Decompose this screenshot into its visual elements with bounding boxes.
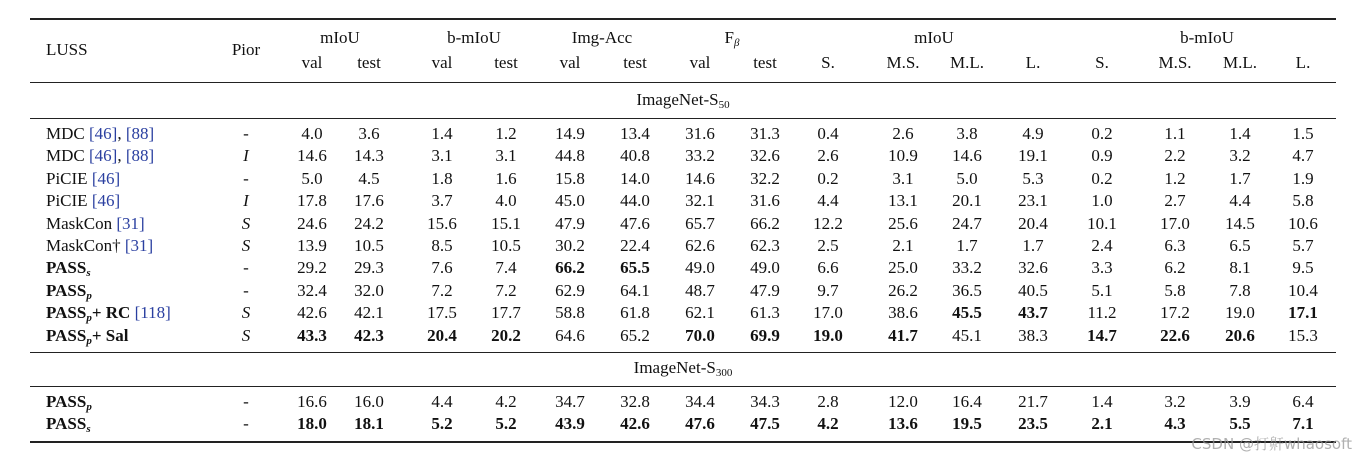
table-cell: 1.0 [1091, 191, 1113, 211]
table-cell: 65.2 [620, 325, 650, 345]
method-name: $PASS_p+$ RC [118] [46, 303, 171, 325]
header-sublabel: val [431, 53, 453, 72]
prior-value: S [241, 325, 251, 345]
section-end-rule [30, 352, 1336, 353]
table-cell: 48.7 [685, 280, 715, 300]
table-cell: 9.7 [817, 280, 839, 300]
table-cell: 18.0 [297, 414, 327, 434]
table-cell: 17.0 [813, 303, 843, 323]
header-sublabel: test [494, 53, 518, 72]
prior-value: - [243, 392, 249, 411]
table-cell: 4.0 [301, 124, 323, 143]
table-cell: 1.7 [1022, 236, 1044, 255]
table-cell: 3.1 [495, 146, 517, 166]
table-cell: 62.6 [685, 236, 715, 255]
table-cell: 1.2 [1164, 168, 1186, 188]
table-cell: 4.7 [1292, 146, 1314, 166]
table-cell: 2.8 [817, 392, 839, 411]
header-luss: LUSS [46, 40, 88, 59]
table-cell: 32.1 [685, 191, 715, 211]
table-cell: 5.3 [1022, 168, 1044, 188]
table-cell: 6.4 [1292, 392, 1314, 411]
table-cell: 14.6 [297, 146, 327, 166]
table-cell: 0.2 [1091, 124, 1113, 143]
table-cell: 24.7 [952, 213, 982, 233]
header-sublabel: test [623, 53, 647, 72]
table-cell: 65.5 [620, 258, 650, 278]
table-cell: 4.2 [495, 392, 517, 411]
table-cell: 10.6 [1288, 213, 1318, 233]
table-cell: 13.9 [297, 236, 327, 255]
table-cell: 47.5 [750, 414, 780, 434]
table-cell: 31.3 [750, 124, 780, 143]
prior-value: I [243, 146, 249, 166]
table-cell: 13.1 [888, 191, 918, 211]
table-cell: 32.0 [354, 280, 384, 300]
table-cell: 22.4 [620, 236, 650, 255]
table-cell: 32.6 [1018, 258, 1048, 278]
table-cell: 30.2 [555, 236, 585, 255]
table-cell: 44.8 [555, 146, 585, 166]
table-cell: 61.3 [750, 303, 780, 323]
table-cell: 25.6 [888, 213, 918, 233]
table-cell: 20.4 [427, 325, 457, 345]
table-cell: 66.2 [555, 258, 585, 278]
table-cell: 16.6 [297, 392, 327, 411]
method-name: $PASS_p$ [46, 280, 92, 302]
table-cell: 14.6 [952, 146, 982, 166]
header-sublabel: S. [1095, 53, 1109, 72]
table-cell: 31.6 [750, 191, 780, 211]
table-cell: 14.3 [354, 146, 384, 166]
table-cell: 66.2 [750, 213, 780, 233]
table-cell: 45.1 [952, 325, 982, 345]
table-cell: 23.1 [1018, 191, 1048, 211]
table-cell: 8.5 [431, 236, 453, 255]
method-name: $PASS_s$ [46, 414, 91, 436]
table-cell: 5.8 [1164, 280, 1186, 300]
table-cell: 64.1 [620, 280, 650, 300]
table-cell: 2.7 [1164, 191, 1186, 211]
header-sublabel: val [301, 53, 323, 72]
table-cell: 38.6 [888, 303, 918, 323]
header-sublabel: L. [1295, 53, 1311, 72]
table-cell: 17.8 [297, 191, 327, 211]
table-cell: 1.7 [1229, 168, 1251, 188]
table-cell: 47.9 [555, 213, 585, 233]
prior-value: - [243, 414, 249, 434]
header-group: mIoU [320, 28, 360, 47]
table-cell: 12.2 [813, 213, 843, 233]
header-group: mIoU [914, 28, 954, 47]
table-cell: 17.6 [354, 191, 384, 211]
table-cell: 33.2 [952, 258, 982, 278]
table-cell: 44.0 [620, 191, 650, 211]
method-name: MaskCon† [31] [46, 236, 154, 255]
table-cell: 17.7 [491, 303, 521, 323]
table-cell: 7.2 [431, 280, 453, 300]
header-sublabel: S. [821, 53, 835, 72]
table-cell: 24.2 [354, 213, 384, 233]
method-name: $PASS_s$ [46, 258, 91, 280]
header-rule [30, 82, 1336, 83]
table-cell: 3.8 [956, 124, 978, 143]
table-cell: 19.1 [1018, 146, 1048, 166]
table-cell: 16.4 [952, 392, 982, 411]
table-cell: 13.6 [888, 414, 918, 434]
method-name: MaskCon [31] [46, 213, 145, 233]
watermark: CSDN @打鼾whaosoft [1191, 435, 1352, 453]
header-group: $F_\beta$ [724, 28, 740, 49]
table-cell: 7.8 [1229, 280, 1251, 300]
header-sublabel: val [559, 53, 581, 72]
table-cell: 11.2 [1087, 303, 1117, 323]
table-cell: 33.2 [685, 146, 715, 166]
table-cell: 2.1 [1091, 414, 1113, 434]
table-cell: 3.9 [1229, 392, 1251, 411]
method-name: PiCIE [46] [46, 168, 121, 188]
prior-value: - [243, 168, 249, 188]
table-cell: 1.9 [1292, 168, 1314, 188]
table-cell: 15.1 [491, 213, 521, 233]
table-cell: 2.5 [817, 236, 839, 255]
table-cell: 3.1 [431, 146, 453, 166]
table-cell: 10.9 [888, 146, 918, 166]
table-cell: 3.3 [1091, 258, 1113, 278]
table-cell: 61.8 [620, 303, 650, 323]
prior-value: S [241, 236, 251, 255]
table-cell: 7.6 [431, 258, 453, 278]
table-cell: 25.0 [888, 258, 918, 278]
table-cell: 29.2 [297, 258, 327, 278]
section-title: ImageNet-$S_{50}$ [636, 90, 730, 111]
table-cell: 42.1 [354, 303, 384, 323]
table-cell: 49.0 [750, 258, 780, 278]
table-cell: 4.3 [1164, 414, 1186, 434]
table-cell: 0.4 [817, 124, 839, 143]
table-cell: 2.6 [892, 124, 914, 143]
table-cell: 2.6 [817, 146, 839, 166]
table-cell: 20.2 [491, 325, 521, 345]
table-cell: 23.5 [1018, 414, 1048, 434]
header-group: b-mIoU [1180, 28, 1234, 47]
table-cell: 69.9 [750, 325, 780, 345]
method-name: MDC [46], [88] [46, 146, 155, 166]
table-cell: 4.2 [817, 414, 839, 434]
header-sublabel: test [357, 53, 381, 72]
header-sublabel: val [689, 53, 711, 72]
header-sublabel: M.L. [1223, 53, 1257, 72]
table-cell: 45.5 [952, 303, 982, 323]
table-cell: 65.7 [685, 213, 715, 233]
table-cell: 4.0 [495, 191, 517, 211]
table-cell: 34.7 [555, 392, 585, 411]
table-cell: 24.6 [297, 213, 327, 233]
table-cell: 42.3 [354, 325, 384, 345]
table-cell: 45.0 [555, 191, 585, 211]
table-cell: 32.4 [297, 280, 327, 300]
table-cell: 4.4 [817, 191, 839, 211]
header-prior: Pior [231, 40, 261, 59]
table-cell: 22.6 [1160, 325, 1190, 345]
table-cell: 0.2 [817, 168, 839, 188]
header-sublabel: test [753, 53, 777, 72]
table-cell: 0.9 [1091, 146, 1113, 166]
table-cell: 43.9 [555, 414, 585, 434]
method-name: MDC [46], [88] [46, 124, 155, 143]
table-cell: 40.5 [1018, 280, 1048, 300]
table-cell: 15.3 [1288, 325, 1318, 345]
table-cell: 34.4 [685, 392, 715, 411]
method-name: $PASS_p+$ Sal [46, 325, 129, 347]
method-name: PiCIE [46] [46, 191, 121, 211]
table-cell: 1.4 [1091, 392, 1113, 411]
table-cell: 2.1 [892, 236, 914, 255]
table-cell: 9.5 [1292, 258, 1314, 278]
header-group: b-mIoU [447, 28, 501, 47]
method-name: $PASS_p$ [46, 392, 92, 413]
table-cell: 21.7 [1018, 392, 1048, 411]
table-cell: 17.2 [1160, 303, 1190, 323]
prior-value: - [243, 258, 249, 278]
table-cell: 32.8 [620, 392, 650, 411]
table-cell: 5.8 [1292, 191, 1314, 211]
table-cell: 1.2 [495, 124, 517, 143]
table-cell: 5.5 [1229, 414, 1251, 434]
table-cell: 10.1 [1087, 213, 1117, 233]
table-cell: 14.9 [555, 124, 585, 143]
table-cell: 19.0 [813, 325, 843, 345]
table-cell: 5.2 [495, 414, 517, 434]
table-cell: 3.2 [1229, 146, 1251, 166]
table-cell: 42.6 [297, 303, 327, 323]
table-cell: 70.0 [685, 325, 715, 345]
table-cell: 6.2 [1164, 258, 1186, 278]
table-cell: 17.0 [1160, 213, 1190, 233]
table-cell: 19.0 [1225, 303, 1255, 323]
table-cell: 4.5 [358, 168, 380, 188]
table-cell: 4.9 [1022, 124, 1044, 143]
table-cell: 47.6 [685, 414, 715, 434]
table-cell: 36.5 [952, 280, 982, 300]
table-cell: 17.1 [1288, 303, 1318, 323]
table-cell: 62.1 [685, 303, 715, 323]
table-cell: 14.7 [1087, 325, 1117, 345]
table-cell: 17.5 [427, 303, 457, 323]
table-cell: 10.5 [354, 236, 384, 255]
table-cell: 1.4 [431, 124, 453, 143]
table-cell: 38.3 [1018, 325, 1048, 345]
table-cell: 5.0 [301, 168, 323, 188]
table-cell: 32.2 [750, 168, 780, 188]
table-cell: 0.2 [1091, 168, 1113, 188]
table-cell: 7.1 [1292, 414, 1314, 434]
section-rule [30, 386, 1336, 387]
table-cell: 14.0 [620, 168, 650, 188]
table-cell: 14.6 [685, 168, 715, 188]
table-cell: 15.8 [555, 168, 585, 188]
table-cell: 41.7 [888, 325, 918, 345]
header-sublabel: M.S. [886, 53, 920, 72]
table-cell: 29.3 [354, 258, 384, 278]
table-cell: 2.2 [1164, 146, 1186, 166]
section-rule [30, 118, 1336, 119]
table-cell: 6.6 [817, 258, 839, 278]
table-cell: 62.3 [750, 236, 780, 255]
table-cell: 58.8 [555, 303, 585, 323]
table-cell: 6.5 [1229, 236, 1251, 255]
table-cell: 18.1 [354, 414, 384, 434]
table-cell: 43.3 [297, 325, 327, 345]
table-cell: 64.6 [555, 325, 585, 345]
table-cell: 7.4 [495, 258, 517, 278]
prior-value: - [243, 280, 249, 300]
table-cell: 15.6 [427, 213, 457, 233]
prior-value: I [243, 191, 249, 211]
table-cell: 1.6 [495, 168, 517, 188]
header-sublabel: L. [1025, 53, 1041, 72]
table-cell: 20.6 [1225, 325, 1255, 345]
header-group: Img-Acc [571, 28, 633, 47]
table-cell: 8.1 [1229, 258, 1251, 278]
prior-value: S [241, 213, 251, 233]
table-cell: 1.1 [1164, 124, 1186, 143]
table-cell: 1.5 [1292, 124, 1314, 143]
table-cell: 1.7 [956, 236, 978, 255]
table-cell: 32.6 [750, 146, 780, 166]
table-cell: 1.8 [431, 168, 453, 188]
table-cell: 4.4 [431, 392, 453, 411]
table-cell: 19.5 [952, 414, 982, 434]
table-cell: 3.7 [431, 191, 453, 211]
table-cell: 49.0 [685, 258, 715, 278]
table-cell: 47.9 [750, 280, 780, 300]
table-cell: 20.4 [1018, 213, 1048, 233]
header-sublabel: M.L. [950, 53, 984, 72]
table-cell: 12.0 [888, 392, 918, 411]
table-cell: 5.1 [1091, 280, 1113, 300]
table-cell: 20.1 [952, 191, 982, 211]
table-cell: 1.4 [1229, 124, 1251, 143]
table-cell: 5.2 [431, 414, 453, 434]
table-cell: 5.0 [956, 168, 978, 188]
table-cell: 10.5 [491, 236, 521, 255]
header-sublabel: M.S. [1158, 53, 1192, 72]
table-cell: 6.3 [1164, 236, 1186, 255]
table-cell: 5.7 [1292, 236, 1314, 255]
table-cell: 14.5 [1225, 213, 1255, 233]
table-cell: 13.4 [620, 124, 650, 143]
table-cell: 10.4 [1288, 280, 1318, 300]
table-cell: 62.9 [555, 280, 585, 300]
table-cell: 2.4 [1091, 236, 1113, 255]
table-cell: 3.2 [1164, 392, 1186, 411]
table-cell: 43.7 [1018, 303, 1048, 323]
bottom-rule [30, 441, 1336, 443]
prior-value: - [243, 124, 249, 143]
section-title: ImageNet-$S_{300}$ [633, 358, 733, 379]
table-cell: 47.6 [620, 213, 650, 233]
table-cell: 3.1 [892, 168, 914, 188]
table-cell: 4.4 [1229, 191, 1251, 211]
table-cell: 7.2 [495, 280, 517, 300]
table-cell: 34.3 [750, 392, 780, 411]
table-cell: 26.2 [888, 280, 918, 300]
table-cell: 31.6 [685, 124, 715, 143]
prior-value: S [241, 303, 251, 323]
table-cell: 16.0 [354, 392, 384, 411]
table-cell: 3.6 [358, 124, 380, 143]
table-cell: 40.8 [620, 146, 650, 166]
table-cell: 42.6 [620, 414, 650, 434]
top-rule [30, 18, 1336, 20]
